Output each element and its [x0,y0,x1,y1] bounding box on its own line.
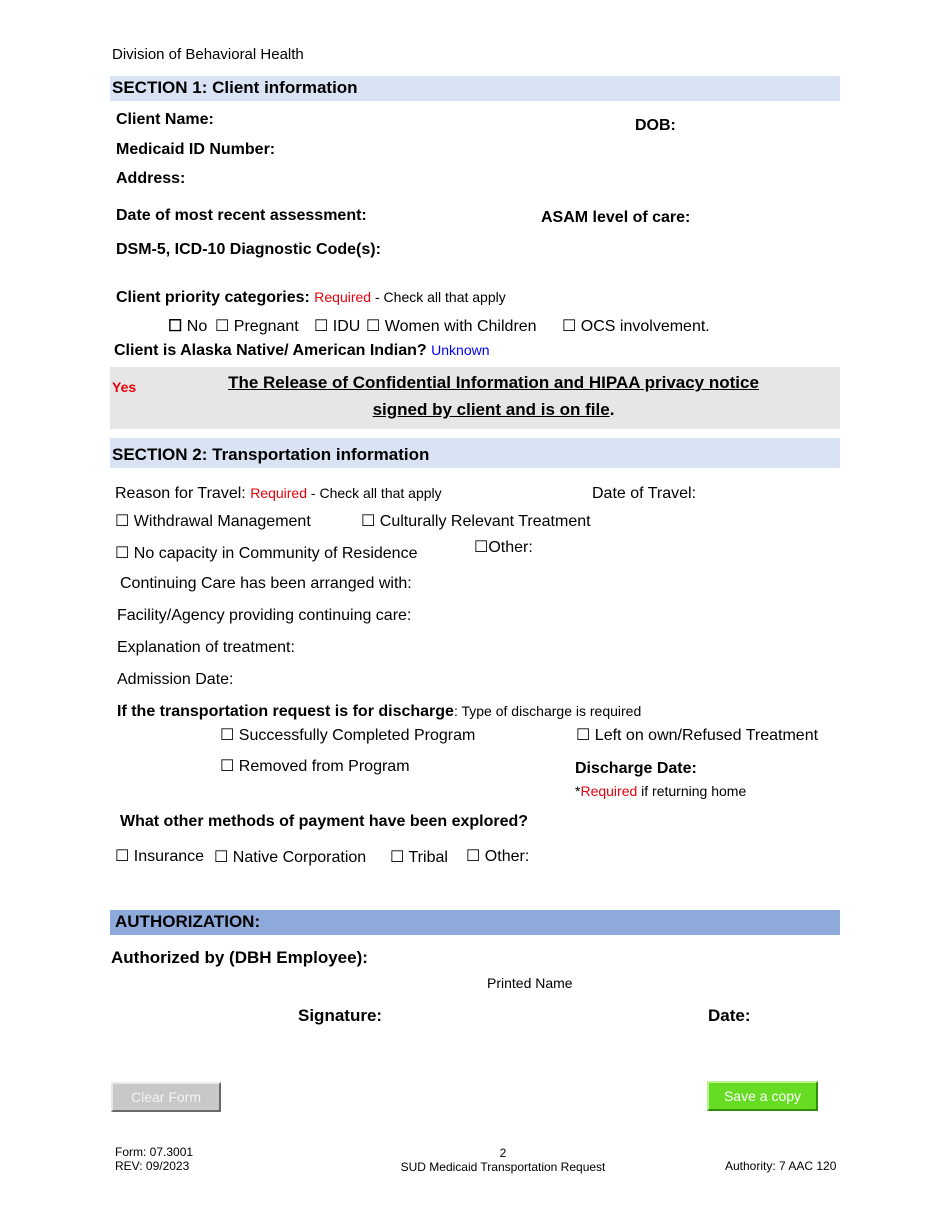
reason-hint: - Check all that apply [307,485,442,501]
payment-option-insurance[interactable] [115,846,204,866]
payment-option-native-corp[interactable] [214,847,366,867]
checkbox-icon[interactable]: ☐ [115,513,130,530]
checkbox-icon[interactable]: ☐ [576,727,591,744]
option-label: Other: [484,848,530,865]
option-label: Left on own/Refused Treatment [594,727,819,744]
asam-level-label: ASAM level of care: [541,209,691,226]
dob-label: DOB: [635,117,676,134]
authorized-by-label: Authorized by (DBH Employee): [111,948,368,967]
form-number: Form: 07.3001 [115,1145,194,1159]
reason-for-travel [115,485,442,503]
option-label: Women with Children [384,318,537,335]
checkbox-icon[interactable]: ☐ [115,848,130,865]
option-label: OCS involvement. [580,318,710,335]
authority: Authority: 7 AAC 120 [725,1159,837,1173]
explanation-label: Explanation of treatment: [117,639,295,656]
release-dropdown[interactable]: Yes [112,379,137,395]
discharge-option-completed[interactable] [220,725,475,745]
option-label: IDU [332,318,361,335]
checkbox-icon[interactable]: ☐ [314,318,329,335]
section2-title: SECTION 2: Transportation information [112,445,430,464]
discharge-date-note: *Required if returning home [575,783,747,799]
checkbox-icon[interactable]: ☐ [562,318,577,335]
page-number: 2 [499,1146,507,1160]
release-notice-line1: The Release of Confidential Information and HIPAA privacy notice [228,373,759,392]
priority-option-ocs[interactable] [562,316,710,336]
option-label: No [186,318,208,335]
checkbox-icon[interactable]: ☐ [220,727,235,744]
discharge-hint: : Type of discharge is required [453,703,642,719]
discharge-label: If the transportation request is for discharge [117,703,454,720]
section1-title: SECTION 1: Client information [112,78,358,97]
authorization-title: AUTHORIZATION: [115,912,261,931]
option-label: Tribal [408,849,448,866]
reason-label: Reason for Travel: [115,485,246,502]
checkbox-icon[interactable]: ☐ [390,849,405,866]
admission-date-label: Admission Date: [117,671,234,688]
signature-label: Signature: [298,1006,383,1025]
payment-option-other[interactable] [466,846,529,866]
authorization-header [110,910,840,935]
date-of-travel-label: Date of Travel: [592,485,697,502]
section2-header [110,438,840,468]
reason-option-withdrawal[interactable] [115,511,311,531]
priority-label: Client priority categories: [116,289,310,306]
assessment-date-label: Date of most recent assessment: [116,207,367,224]
revision-date: REV: 09/2023 [115,1159,190,1173]
facility-agency-label: Facility/Agency providing continuing care: [117,607,412,624]
priority-hint: - Check all that apply [371,289,506,305]
priority-option-no[interactable] [168,316,207,336]
client-name-label: Client Name: [116,111,214,128]
reason-required: Required [250,485,308,501]
option-label: Pregnant [233,318,299,335]
priority-option-idu[interactable] [314,316,360,336]
reason-option-culturally-relevant[interactable] [361,511,591,531]
section1-header [110,76,840,101]
reason-option-no-capacity[interactable] [115,543,417,563]
checkbox-icon[interactable]: ☐ [466,848,481,865]
option-label: Insurance [133,848,205,865]
checkbox-icon[interactable]: ☐ [115,545,130,562]
priority-required: Required [314,289,372,305]
address-label: Address: [116,170,186,187]
continuing-care-label: Continuing Care has been arranged with: [120,575,412,592]
alaska-native-question [114,342,490,360]
checkbox-icon[interactable]: ☐ [366,318,381,335]
checkbox-icon[interactable]: ☐ [220,758,235,775]
option-label: Native Corporation [232,849,367,866]
priority-option-women-children[interactable] [366,316,537,336]
discharge-option-left[interactable] [576,725,818,745]
option-label: Culturally Relevant Treatment [379,513,591,530]
checkbox-icon[interactable]: ☐ [168,318,183,335]
release-notice-line2: signed by client and is on file. [372,400,615,419]
checkbox-icon[interactable]: ☐ [361,513,376,530]
payment-methods-label: What other methods of payment have been explored? [120,813,529,830]
alaska-native-label: Client is Alaska Native/ American Indian? [114,342,427,359]
option-label: Successfully Completed Program [238,727,476,744]
discharge-request [117,703,641,721]
medicaid-id-label: Medicaid ID Number: [116,141,276,158]
clear-form-button[interactable]: Clear Form [111,1082,221,1112]
division-name: Division of Behavioral Health [112,46,304,63]
option-label: Other: [488,539,533,556]
priority-option-pregnant[interactable] [215,316,299,336]
alaska-native-dropdown[interactable]: Unknown [431,342,490,358]
date-label: Date: [708,1006,751,1025]
dsm-codes-label: DSM-5, ICD-10 Diagnostic Code(s): [116,241,381,258]
reason-option-other[interactable] [474,537,533,557]
checkbox-icon[interactable]: ☐ [215,318,230,335]
save-copy-button[interactable]: Save a copy [707,1081,818,1111]
checkbox-icon[interactable]: ☐ [214,849,229,866]
form-title: SUD Medicaid Transportation Request [400,1160,606,1174]
option-label: No capacity in Community of Residence [133,545,418,562]
discharge-option-removed[interactable] [220,756,410,776]
priority-categories [116,289,506,307]
checkbox-icon[interactable]: ☐ [474,539,489,556]
printed-name-label: Printed Name [487,975,573,991]
payment-option-tribal[interactable] [390,847,448,867]
discharge-date-label: Discharge Date: [575,760,697,777]
option-label: Removed from Program [238,758,410,775]
option-label: Withdrawal Management [133,513,311,530]
